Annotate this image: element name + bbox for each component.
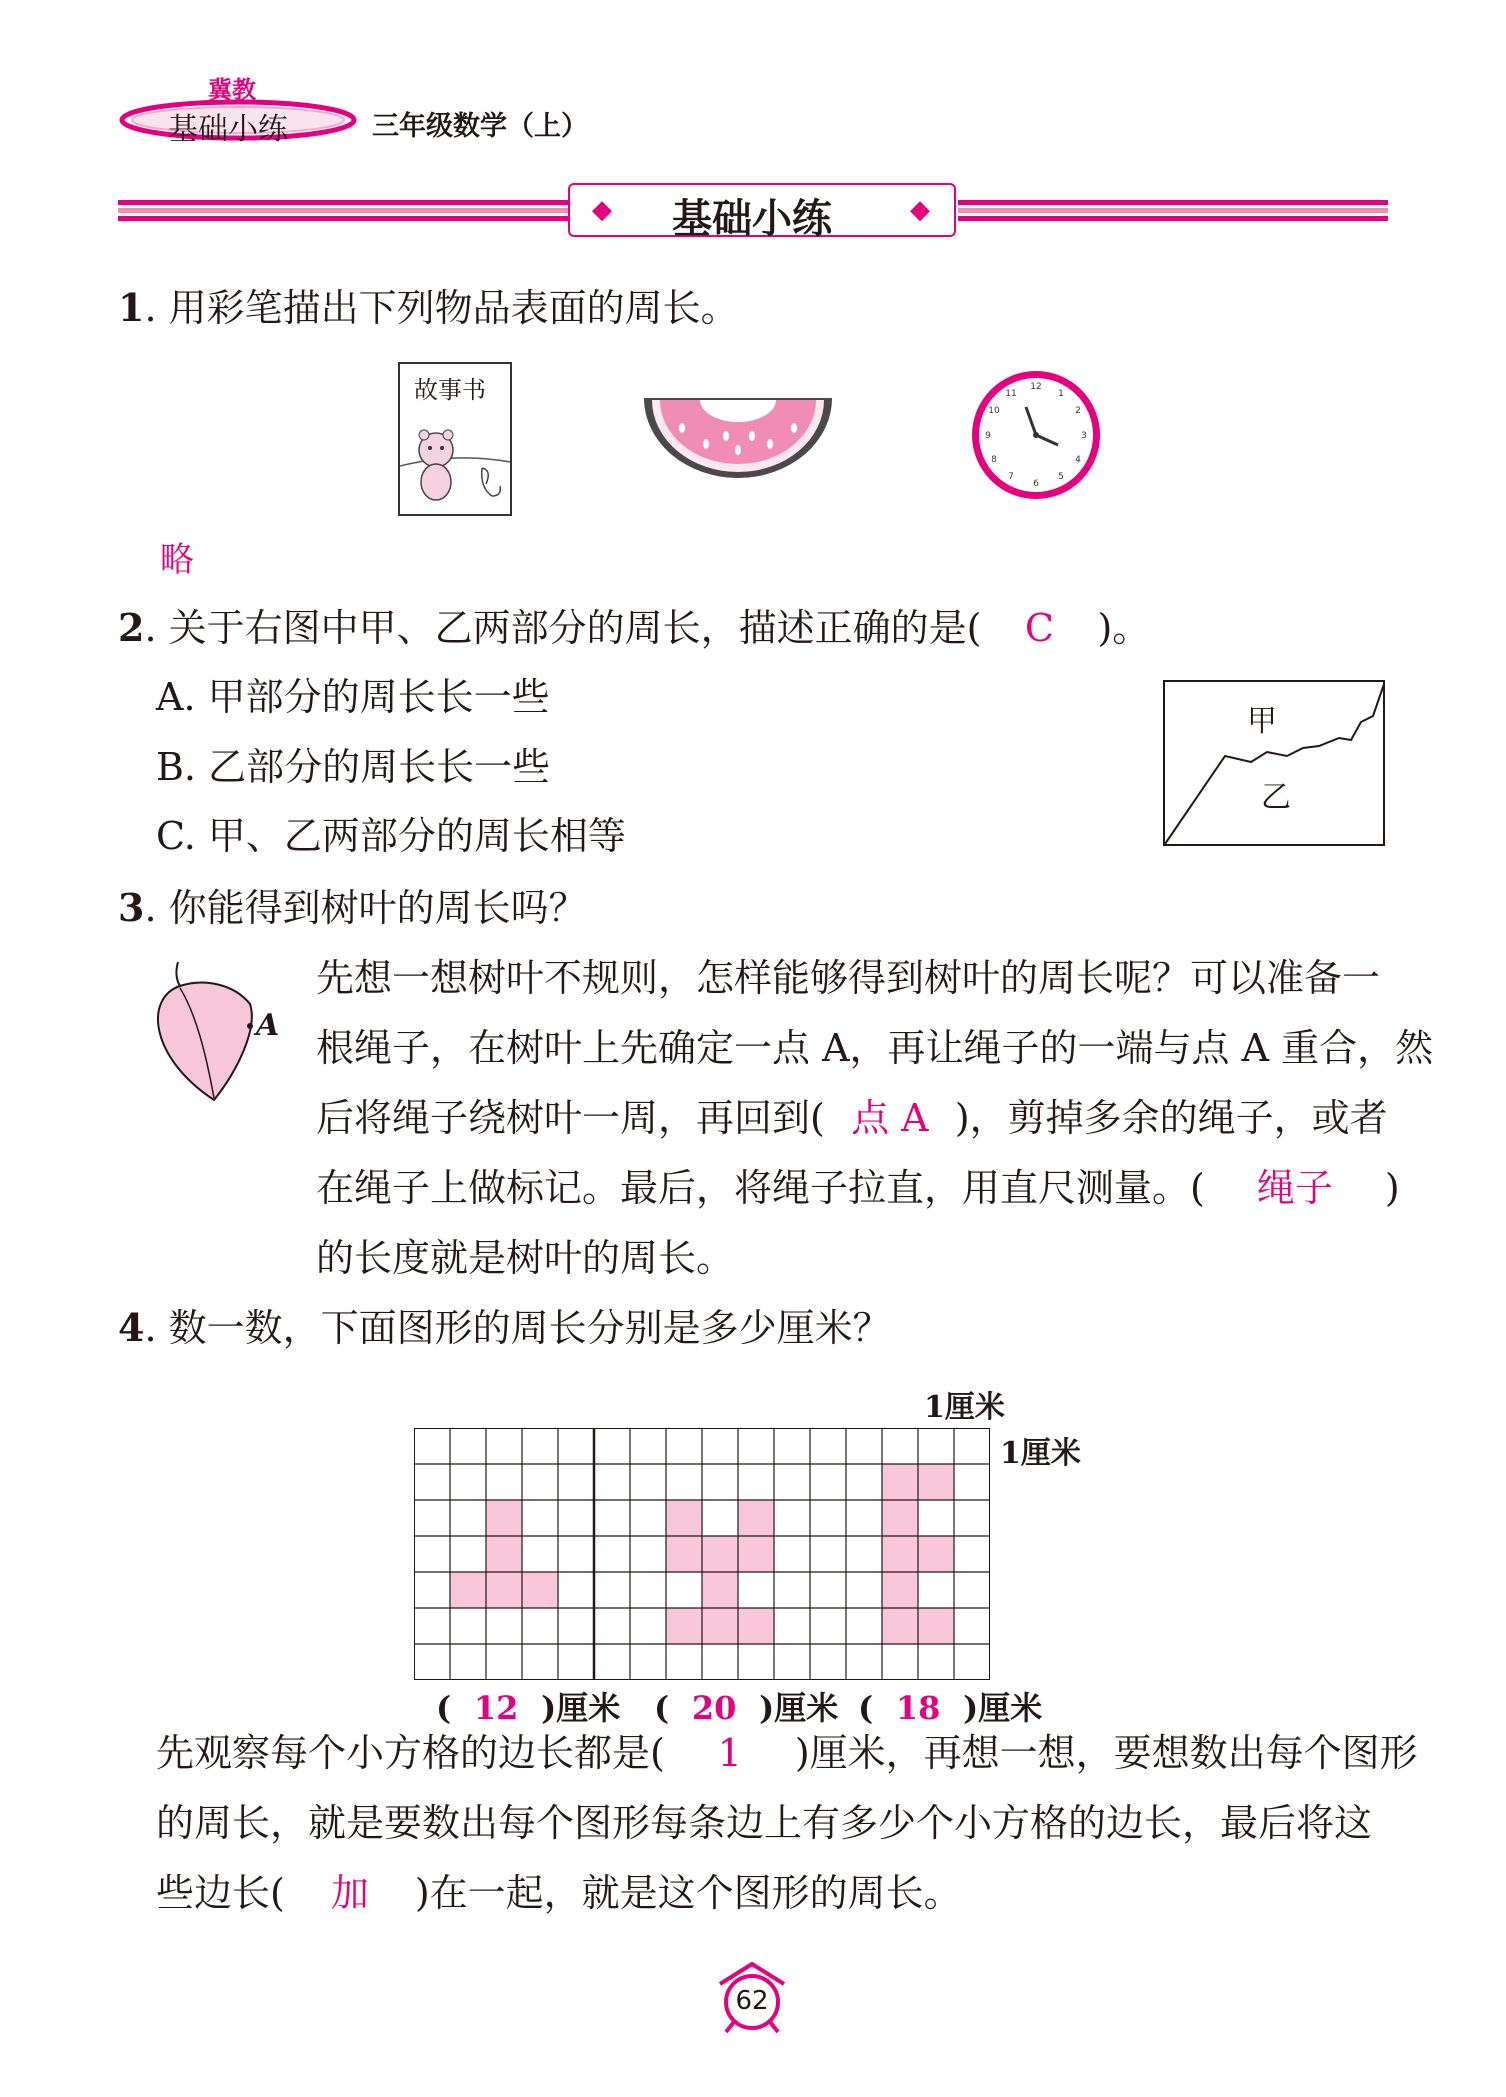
leaf-figure	[150, 958, 290, 1108]
watermelon-illustration	[640, 392, 836, 482]
badge-main-text: 基础小练	[168, 112, 288, 147]
q4-prompt: 4. 数一数，下面图形的周长分别是多少厘米？	[118, 1305, 891, 1350]
q4-answer-1: 12	[473, 1689, 519, 1727]
svg-text:9: 9	[985, 431, 991, 441]
svg-text:7: 7	[1008, 472, 1014, 482]
svg-text:11: 11	[1005, 389, 1017, 399]
q4-caption-2: ( 20 )厘米	[654, 1689, 839, 1727]
svg-text:8: 8	[991, 455, 997, 465]
q2-option-b: B. 乙部分的周长长一些	[156, 745, 551, 789]
q1-text: 用彩笔描出下列物品表面的周长。	[168, 286, 739, 330]
shape-1-t	[450, 1500, 558, 1608]
label-jia: 甲	[1247, 704, 1277, 739]
svg-text:6: 6	[1033, 479, 1039, 489]
svg-text:3: 3	[1081, 431, 1087, 441]
q1-answer: 略	[160, 540, 194, 580]
q4-line-3: 些边长( 加 )在一起，就是这个图形的周长。	[156, 1858, 1388, 1928]
page-number-badge	[712, 1960, 792, 2034]
q4-line-2: 的周长，就是要数出每个图形每条边上有多少个小方格的边长，最后将这	[156, 1801, 1373, 1845]
q3-answer-1: 点 A	[851, 1096, 929, 1140]
q3-answer-2: 绳子	[1256, 1166, 1333, 1210]
svg-text:5: 5	[1058, 472, 1064, 482]
unit-label-side: 1厘米	[1000, 1436, 1081, 1471]
q4-grid	[414, 1428, 990, 1680]
section-band-right	[958, 200, 1388, 224]
q4-answer-add: 加	[330, 1871, 369, 1915]
label-yi: 乙	[1261, 780, 1291, 815]
q2-option-a: A. 甲部分的周长长一些	[156, 675, 550, 719]
q3-line-4: 在绳子上做标记。最后，将绳子拉直，用直尺测量。( 绳子 )	[316, 1153, 1388, 1223]
svg-text:10: 10	[988, 406, 1000, 416]
q2-figure	[1163, 680, 1385, 846]
q1-prompt: 1. 用彩笔描出下列物品表面的周长。	[118, 285, 739, 330]
q2-option-c: C. 甲、乙两部分的周长相等	[156, 814, 626, 858]
svg-text:12: 12	[1030, 382, 1042, 392]
q4-answer-2: 20	[691, 1689, 737, 1727]
svg-text:1: 1	[1058, 389, 1064, 399]
q3-line-3: 后将绳子绕树叶一周，再回到( 点 A )，剪掉多余的绳子，或者	[316, 1083, 1388, 1153]
q4-answer-3: 18	[895, 1689, 941, 1727]
q3-prompt: 3. 你能得到树叶的周长吗？	[118, 885, 587, 930]
q3-line-5: 的长度就是树叶的周长。	[316, 1236, 735, 1280]
badge-top-text: 冀教	[208, 76, 256, 104]
q2-prompt: 2. 关于右图中甲、乙两部分的周长，描述正确的是( C )。	[118, 603, 1150, 653]
diamond-icon: ◆	[592, 195, 612, 225]
q4-caption-3: ( 18 )厘米	[858, 1689, 1043, 1727]
q4-explanation	[156, 1718, 1418, 1928]
page-number: 62	[735, 1986, 769, 2016]
q3-explanation	[316, 943, 1434, 1293]
section-title-box	[568, 183, 956, 242]
bear-goose-drawing	[400, 404, 510, 514]
storybook-title: 故事书	[414, 376, 486, 404]
q3-line-2: 根绳子，在树叶上先确定一点 A，再让绳子的一端与点 A 重合，然	[316, 1026, 1434, 1070]
header-subtitle: 三年级数学（上）	[372, 111, 588, 142]
q4-caption-1: ( 12 )厘米	[436, 1689, 621, 1727]
leaf-point-label: A	[256, 1008, 280, 1043]
header-badge	[118, 74, 358, 146]
q3-line-1: 先想一想树叶不规则，怎样能够得到树叶的周长呢？可以准备一	[316, 956, 1381, 1000]
leaf-icon	[150, 958, 260, 1108]
section-band-left	[118, 200, 568, 224]
q4-answer-side: 1	[717, 1731, 742, 1775]
clock-illustration	[968, 367, 1104, 503]
q4-line-1: 先观察每个小方格的边长都是( 1 )厘米，再想一想，要想数出每个图形	[156, 1718, 1388, 1788]
section-title: 基础小练	[672, 196, 832, 242]
svg-text:2: 2	[1075, 406, 1081, 416]
storybook-illustration	[398, 362, 512, 516]
q2-answer: C	[1024, 606, 1054, 650]
svg-text:4: 4	[1075, 455, 1081, 465]
unit-label-top: 1厘米	[924, 1390, 1005, 1425]
diamond-icon: ◆	[910, 195, 930, 225]
